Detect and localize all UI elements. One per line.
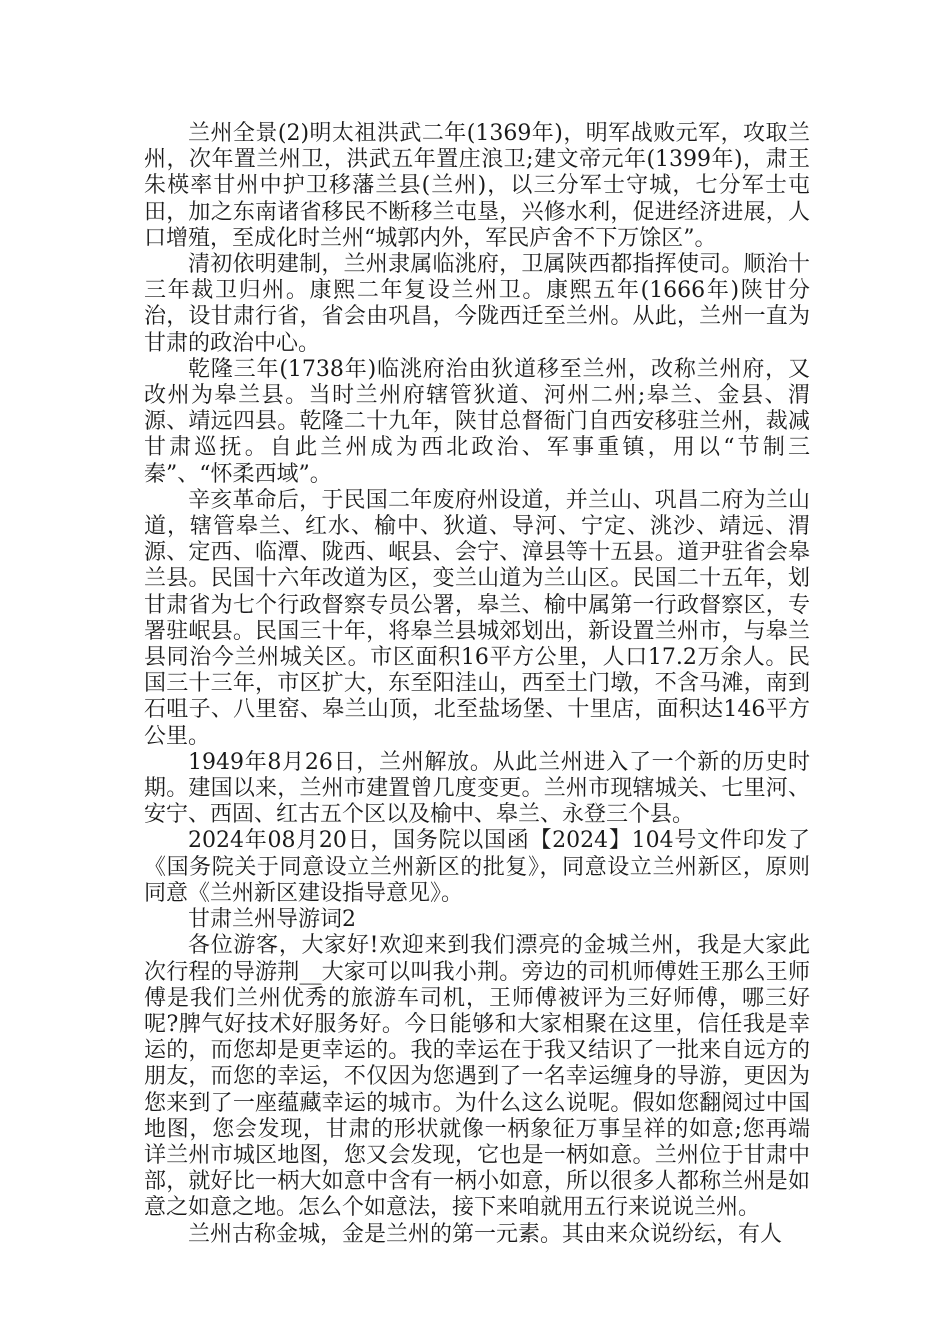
paragraph: 兰州古称金城，金是兰州的第一元素。其由来众说纷纭，有人 (188, 1221, 783, 1247)
paragraph: 乾隆三年(1738年)临洮府治由狄道移至兰州，改称兰州府，又改州为皋兰县。当时兰州府辖管狄道、河州二州;皋兰、金县、渭源、靖远四县。乾隆二十九年，陕甘总督衙门自西安移驻兰州，裁减甘肃巡抚。自此兰州成为西北政治、军事重镇，用以“节制三秦”、“怀柔西域”。 (144, 356, 810, 487)
paragraph: 兰州全景(2)明太祖洪武二年(1369年)，明军战败元军，攻取兰州，次年置兰州卫，洪武五年置庄浪卫;建文帝元年(1399年)，肃王朱楧率甘州中护卫移藩兰县(兰州)，以三分军士守城，七分军士屯田，加之东南诸省移民不断移兰屯垦，兴修水利，促进经济进展，人口增殖，至成化时兰州“城郭内外，军民庐舍不下万馀区”。 (144, 121, 810, 251)
section-title: 甘肃兰州导游词2 (188, 907, 356, 933)
paragraph: 1949年8月26日，兰州解放。从此兰州进入了一个新的历史时期。建国以来，兰州市建置曾几度变更。兰州市现辖城关、七里河、安宁、西固、红古五个区以及榆中、皋兰、永登三个县。 (144, 749, 810, 828)
paragraph: 清初依明建制，兰州隶属临洮府，卫属陕西都指挥使司。顺治十三年裁卫归州。康熙二年复设兰州卫。康熙五年(1666年)陕甘分治，设甘肃行省，省会由巩昌，今陇西迁至兰州。从此，兰州一直为甘肃的政治中心。 (144, 252, 810, 356)
paragraph: 辛亥革命后，于民国二年废府州设道，并兰山、巩昌二府为兰山道，辖管皋兰、红水、榆中、狄道、导河、宁定、洮沙、靖远、渭源、定西、临潭、陇西、岷县、会宁、漳县等十五县。道尹驻省会皋兰县。民国十六年改道为区，变兰山道为兰山区。民国二十五年，划甘肃省为七个行政督察专员公署，皋兰、榆中属第一行政督察区，专署驻岷县。民国三十年，将皋兰县城郊划出，新设置兰州市，与皋兰县同治今兰州城关区。市区面积16平方公里，人口17.2万余人。民国三十三年，市区扩大，东至阳洼山，西至土门墩，不含马滩，南到石咀子、八里窑、皋兰山顶，北至盐场堡、十里店，面积达146平方公里。 (144, 487, 810, 749)
document-page (144, 121, 810, 1248)
paragraph: 2024年08月20日，国务院以国函【2024】104号文件印发了《国务院关于同意设立兰州新区的批复》，同意设立兰州新区，原则同意《兰州新区建设指导意见》。 (144, 828, 810, 906)
paragraph: 各位游客，大家好!欢迎来到我们漂亮的金城兰州，我是大家此次行程的导游荆__大家可以叫我小荆。旁边的司机师傅姓王那么王师傅是我们兰州优秀的旅游车司机，王师傅被评为三好师傅，哪三好呢?脾气好技术好服务好。今日能够和大家相聚在这里，信任我是幸运的，而您却是更幸运的。我的幸运在于我又结识了一批来自远方的朋友，而您的幸运，不仅因为您遇到了一名幸运缠身的导游，更因为您来到了一座蕴藏幸运的城市。为什么这么说呢。假如您翻阅过中国地图，您会发现，甘肃的形状就像一柄象征万事呈祥的如意;您再端详兰州市城区地图，您又会发现，它也是一柄如意。兰州位于甘肃中部，就好比一柄大如意中含有一柄小如意，所以很多人都称兰州是如意之如意之地。怎么个如意法，接下来咱就用五行来说说兰州。 (144, 933, 810, 1221)
